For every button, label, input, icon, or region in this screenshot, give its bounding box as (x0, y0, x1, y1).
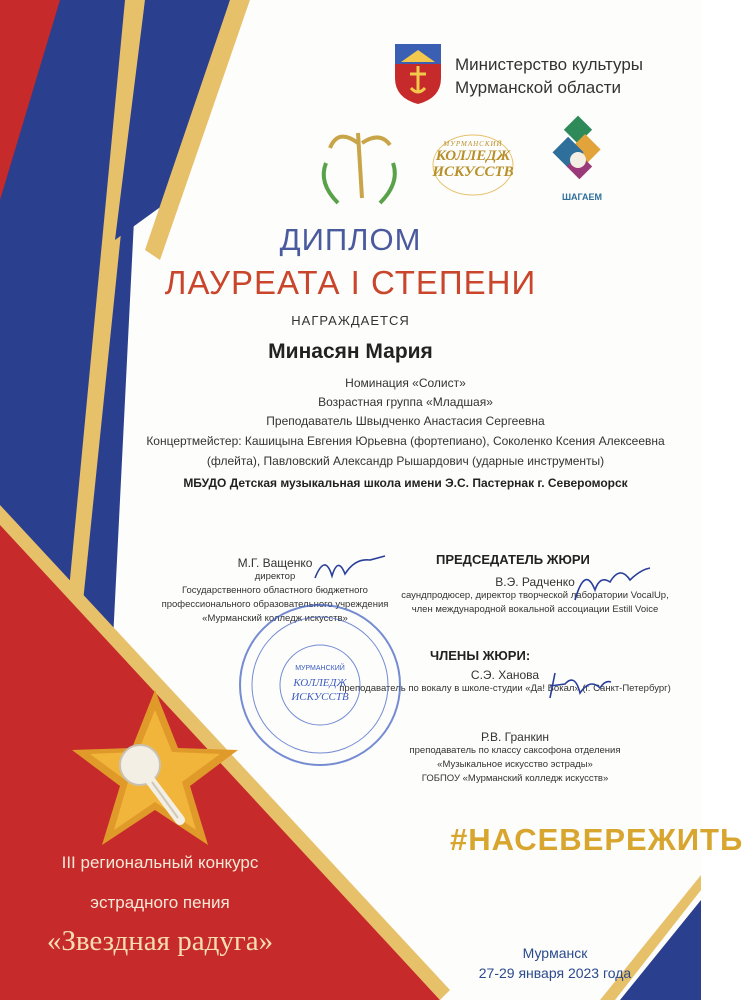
accompanists-line2: (флейта), Павловский Александр Рышардович (ударные инструменты) (206, 454, 605, 468)
director-org3: «Мурманский колледж искусств» (202, 613, 348, 624)
golden-figure-laurel-icon (324, 133, 395, 203)
stamp-word2: ИСКУССТВ (291, 691, 349, 703)
chair-signature (565, 560, 655, 605)
contest-line2: эстрадного пения (90, 893, 230, 912)
ministry-line2: Мурманской области (455, 78, 622, 97)
diploma-title: ДИПЛОМ (279, 222, 422, 257)
contest-name: «Звездная радуга» (46, 925, 274, 957)
contest-line1: III региональный конкурс (61, 853, 259, 872)
chair-desc1: саундпродюсер, директор творческой лаборатории VocalUp, (401, 590, 669, 601)
teacher: Преподаватель Швыдченко Анастасия Сергеевна (266, 414, 545, 428)
awarded-label: НАГРАЖДАЕТСЯ (291, 313, 410, 328)
college-logo-small: МУРМАНСКИЙ (443, 140, 503, 148)
nomination: Номинация «Солист» (345, 376, 466, 390)
ministry-name (455, 53, 655, 99)
college-stamp (235, 600, 405, 770)
jury-member2-desc3: ГОБПОУ «Мурманский колледж искусств» (421, 773, 609, 784)
director-org1: Государственного областного бюджетного (182, 585, 368, 596)
chair-heading: ПРЕДСЕДАТЕЛЬ ЖЮРИ (436, 552, 590, 567)
hashtag: #НАСЕВЕРЕЖИТЬ (450, 822, 743, 857)
footer-city: Мурманск (522, 945, 588, 961)
stamp-word1: КОЛЛЕДЖ (293, 677, 347, 689)
murmansk-coat-of-arms-icon (393, 38, 443, 106)
shagaem-logo-text: ШАГАЕМ (561, 192, 603, 202)
jury-member2-desc1: преподаватель по классу саксофона отделения (409, 745, 621, 756)
jury-member1-desc: преподаватель по вокалу в школе-студии «Да! Вокал» (г. Санкт-Петербург) (339, 683, 671, 694)
ministry-line1: Министерство культуры (455, 55, 644, 74)
college-logo-word1: КОЛЛЕДЖ (435, 148, 511, 164)
chair-desc2: член международной вокальной ассоциации Estill Voice (411, 604, 659, 615)
college-logo-word2: ИСКУССТВ (432, 164, 514, 180)
age-group: Возрастная группа «Младшая» (318, 395, 493, 409)
jury-member1-signature (545, 668, 615, 703)
college-logo-text (423, 140, 523, 180)
jury-member2-desc2: «Музыкальное искусство эстрады» (437, 759, 593, 770)
stamp-top: МУРМАНСКИЙ (295, 665, 345, 672)
jury-member2-name: Р.В. Гранкин (480, 730, 550, 744)
chair-name: В.Э. Радченко (495, 575, 575, 589)
jury-heading: ЧЛЕНЫ ЖЮРИ: (430, 648, 531, 663)
recipient-name: Минасян Мария (268, 340, 433, 363)
laureate-title: ЛАУРЕАТА I СТЕПЕНИ (164, 264, 537, 301)
footer-dates: 27-29 января 2023 года (478, 965, 632, 981)
director-role: директор (254, 571, 296, 582)
mosaic-masks-icon (553, 116, 601, 180)
director-org2: профессионального образовательного учреждения (161, 599, 389, 610)
school-name: МБУДО Детская музыкальная школа имени Э.С. Пастернак г. Североморск (183, 476, 628, 490)
accompanists-line1: Концертмейстер: Кашицына Евгения Юрьевна (фортепиано), Соколенко Ксения Алексеевна (146, 434, 665, 448)
jury-member1-name: С.Э. Ханова (470, 668, 540, 682)
director-name: М.Г. Ващенко (237, 556, 313, 570)
